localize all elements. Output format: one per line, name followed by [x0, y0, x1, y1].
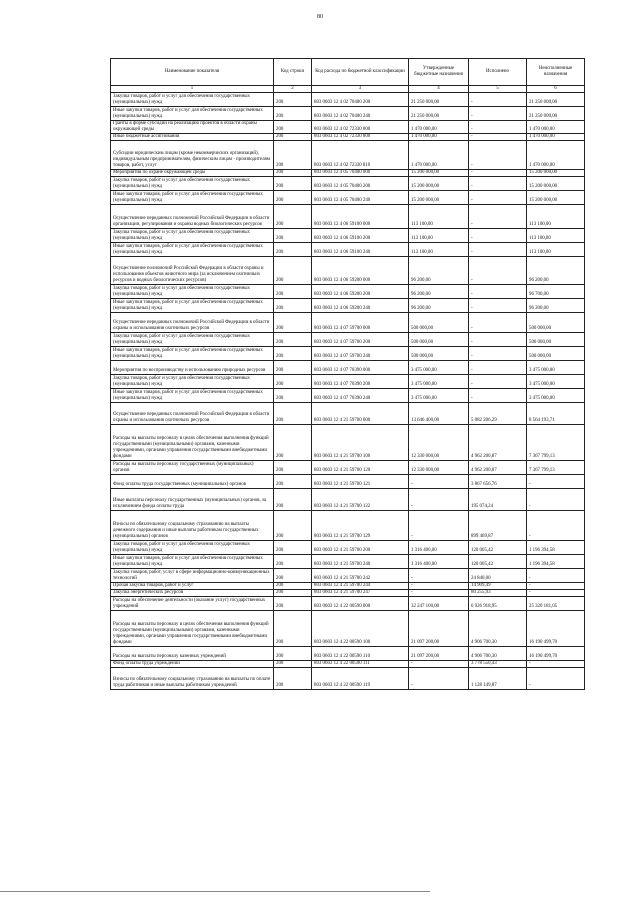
- remaining-cell: 3 475 000,00: [527, 374, 585, 388]
- remaining-cell: 7 367 799,13: [527, 424, 585, 460]
- remaining-cell: -: [527, 667, 585, 689]
- remaining-cell: 1 470 000,00: [527, 121, 585, 134]
- column-numbers-row: [111, 86, 585, 93]
- table-row: [111, 346, 585, 360]
- executed-cell: -: [469, 140, 527, 169]
- table-row: [111, 582, 585, 589]
- line-code-cell: 200: [274, 256, 312, 284]
- executed-cell: 5 082 206,29: [469, 402, 527, 424]
- table-row: [111, 93, 585, 107]
- approved-cell: -: [409, 510, 469, 540]
- budget-code-cell: 803 0603 12 4 21 59700 244: [312, 582, 409, 589]
- executed-cell: 120 005,42: [469, 554, 527, 568]
- indicator-name-cell: Прочая закупка товаров, работ и услуг: [111, 582, 274, 589]
- executed-cell: 899 469,87: [469, 510, 527, 540]
- indicator-name-cell: Фонд оплаты труда учреждений: [111, 660, 274, 667]
- table-row: [111, 360, 585, 374]
- budget-code-cell: 803 0603 12 4 22 00590 000: [312, 596, 409, 610]
- approved-cell: -: [409, 474, 469, 488]
- indicator-name-cell: Иные закупки товаров, работ и услуг для обеспечения государственных (муниципальных) нужд: [111, 298, 274, 312]
- executed-cell: 80 255,93: [469, 589, 527, 596]
- header-approved: Утвержденные бюджетные назначения: [409, 59, 469, 86]
- table-row: [111, 510, 585, 540]
- indicator-name-cell: Фонд оплаты труда государственных (муниципальных) органов: [111, 474, 274, 488]
- table-row: [111, 568, 585, 582]
- remaining-cell: -: [527, 510, 585, 540]
- remaining-cell: 500 000,00: [527, 332, 585, 346]
- remaining-cell: 96 200,00: [527, 256, 585, 284]
- budget-code-cell: 803 0603 12 4 07 59700 200: [312, 332, 409, 346]
- table-row: [111, 190, 585, 204]
- table-row: [111, 332, 585, 346]
- indicator-name-cell: Закупка товаров, работ, услуг в сфере информационно-коммуникационных технологий: [111, 568, 274, 582]
- line-code-cell: 200: [274, 667, 312, 689]
- table-row: [111, 204, 585, 228]
- budget-code-cell: 803 0603 12 4 22 00590 119: [312, 667, 409, 689]
- table-row: [111, 596, 585, 610]
- budget-code-cell: 803 0603 12 4 21 59700 200: [312, 540, 409, 554]
- line-code-cell: 200: [274, 589, 312, 596]
- budget-code-cell: 803 0603 12 4 21 59700 121: [312, 474, 409, 488]
- remaining-cell: 1 470 000,00: [527, 140, 585, 169]
- indicator-name-cell: Закупка товаров, работ и услуг для обеспечения государственных (муниципальных) нужд: [111, 540, 274, 554]
- approved-cell: 1 316 400,00: [409, 554, 469, 568]
- remaining-cell: 25 320 181,05: [527, 596, 585, 610]
- header-remaining: Неисполненные назначения: [527, 59, 585, 86]
- remaining-cell: -: [527, 488, 585, 510]
- remaining-cell: -: [527, 582, 585, 589]
- line-code-cell: 200: [274, 242, 312, 256]
- column-number: 4: [409, 86, 469, 93]
- line-code-cell: 200: [274, 298, 312, 312]
- indicator-name-cell: Взносы по обязательному социальному страхованию на выплаты по оплате труда работников и иные выплаты работникам учреждений: [111, 667, 274, 689]
- indicator-name-cell: Мероприятия по воспроизводству и использованию природных ресурсов: [111, 360, 274, 374]
- budget-code-cell: 803 0603 12 4 21 59700 120: [312, 460, 409, 474]
- line-code-cell: 200: [274, 176, 312, 190]
- approved-cell: 500 000,00: [409, 332, 469, 346]
- line-code-cell: 200: [274, 568, 312, 582]
- executed-cell: -: [469, 190, 527, 204]
- line-code-cell: 200: [274, 582, 312, 589]
- approved-cell: 32 247 100,00: [409, 596, 469, 610]
- budget-code-cell: 803 0603 12 4 22 00590 110: [312, 646, 409, 660]
- budget-code-cell: 803 0603 12 4 02 72330 810: [312, 140, 409, 169]
- indicator-name-cell: Иные закупки товаров, работ и услуг для обеспечения государственных (муниципальных) нужд: [111, 242, 274, 256]
- budget-code-cell: 803 0603 12 4 21 59700 100: [312, 424, 409, 460]
- indicator-name-cell: Расходы на обеспечение деятельности (оказание услуг) государственных учреждений: [111, 596, 274, 610]
- executed-cell: -: [469, 346, 527, 360]
- approved-cell: 12 330 000,00: [409, 460, 469, 474]
- approved-cell: 1 470 000,00: [409, 140, 469, 169]
- table-row: [111, 107, 585, 121]
- budget-code-cell: 803 0603 12 4 21 59700 242: [312, 568, 409, 582]
- budget-code-cell: 803 0603 12 4 06 59100 240: [312, 242, 409, 256]
- header-budget-code: Код расхода по бюджетной классификации: [312, 59, 409, 86]
- indicator-name-cell: Субсидии юридическим лицам (кроме некоммерческих организаций), индивидуальным предпринимателям, физическим лицам - производителям товаров, работ, услуг: [111, 140, 274, 169]
- executed-cell: -: [469, 312, 527, 332]
- line-code-cell: 200: [274, 133, 312, 140]
- approved-cell: -: [409, 667, 469, 689]
- indicator-name-cell: Закупка энергетических ресурсов: [111, 589, 274, 596]
- executed-cell: 4 906 700,30: [469, 646, 527, 660]
- table-row: [111, 488, 585, 510]
- approved-cell: 113 100,00: [409, 228, 469, 242]
- line-code-cell: 200: [274, 424, 312, 460]
- indicator-name-cell: Закупка товаров, работ и услуг для обеспечения государственных (муниципальных) нужд: [111, 332, 274, 346]
- remaining-cell: 7 367 799,13: [527, 460, 585, 474]
- approved-cell: 21 250 000,00: [409, 93, 469, 107]
- remaining-cell: 21 250 000,00: [527, 93, 585, 107]
- line-code-cell: 200: [274, 121, 312, 134]
- remaining-cell: 1 470 000,00: [527, 133, 585, 140]
- executed-cell: 195 074,24: [469, 488, 527, 510]
- table-row: [111, 256, 585, 284]
- table-row: [111, 374, 585, 388]
- line-code-cell: 200: [274, 460, 312, 474]
- approved-cell: -: [409, 660, 469, 667]
- approved-cell: 21 097 200,00: [409, 610, 469, 646]
- table-row: [111, 610, 585, 646]
- line-code-cell: 200: [274, 388, 312, 402]
- indicator-name-cell: Осуществление полномочий Российской Федерации в области охраны и использования объектов животного мира (за исключением охотничьих ресурсов и водных биологических ресурсов): [111, 256, 274, 284]
- remaining-cell: 15 200 000,00: [527, 176, 585, 190]
- executed-cell: -: [469, 388, 527, 402]
- executed-cell: -: [469, 360, 527, 374]
- budget-code-cell: 803 0603 12 4 21 59700 000: [312, 402, 409, 424]
- line-code-cell: 200: [274, 169, 312, 176]
- budget-code-cell: 803 0603 12 4 02 72330 800: [312, 133, 409, 140]
- remaining-cell: -: [527, 568, 585, 582]
- indicator-name-cell: Иные бюджетные ассигнования: [111, 133, 274, 140]
- executed-cell: -: [469, 242, 527, 256]
- indicator-name-cell: Расходы на выплаты персоналу в целях обеспечения выполнения функций государственными (муниципальными) органами, казенными учреждениями, органами управления государственными внебюджетными фондами: [111, 610, 274, 646]
- executed-cell: -: [469, 93, 527, 107]
- line-code-cell: 200: [274, 346, 312, 360]
- line-code-cell: 200: [274, 228, 312, 242]
- budget-code-cell: 803 0603 12 4 02 70400 240: [312, 107, 409, 121]
- remaining-cell: 3 475 000,00: [527, 388, 585, 402]
- executed-cell: 24 840,00: [469, 568, 527, 582]
- approved-cell: 21 097 200,00: [409, 646, 469, 660]
- table-row: [111, 460, 585, 474]
- remaining-cell: 16 190 499,70: [527, 610, 585, 646]
- table-header-row: [111, 59, 585, 86]
- line-code-cell: 200: [274, 312, 312, 332]
- indicator-name-cell: Закупка товаров, работ и услуг для обеспечения государственных (муниципальных) нужд: [111, 93, 274, 107]
- page-number: 80: [317, 14, 323, 20]
- executed-cell: 120 005,42: [469, 540, 527, 554]
- executed-cell: 14 909,49: [469, 582, 527, 589]
- table-body: [111, 93, 585, 690]
- remaining-cell: -: [527, 589, 585, 596]
- approved-cell: 1 470 000,00: [409, 121, 469, 134]
- remaining-cell: 15 200 000,00: [527, 169, 585, 176]
- remaining-cell: 500 000,00: [527, 312, 585, 332]
- table-row: [111, 140, 585, 169]
- line-code-cell: 200: [274, 402, 312, 424]
- budget-code-cell: 803 0603 12 4 06 59200 200: [312, 284, 409, 298]
- line-code-cell: 200: [274, 284, 312, 298]
- table-row: [111, 228, 585, 242]
- remaining-cell: 113 100,00: [527, 228, 585, 242]
- line-code-cell: 200: [274, 374, 312, 388]
- approved-cell: -: [409, 589, 469, 596]
- budget-code-cell: 803 0603 12 4 07 70390 000: [312, 360, 409, 374]
- header-indicator-name: Наименование показателя: [111, 59, 274, 86]
- table-row: [111, 646, 585, 660]
- approved-cell: 12 330 000,00: [409, 424, 469, 460]
- executed-cell: -: [469, 176, 527, 190]
- executed-cell: -: [469, 228, 527, 242]
- approved-cell: 13 646 400,00: [409, 402, 469, 424]
- budget-code-cell: 803 0603 12 4 07 70390 240: [312, 388, 409, 402]
- table-row: [111, 284, 585, 298]
- budget-code-cell: 803 0603 12 4 06 59100 200: [312, 228, 409, 242]
- executed-cell: -: [469, 298, 527, 312]
- indicator-name-cell: Расходы на выплаты персоналу государственных (муниципальных) органов: [111, 460, 274, 474]
- budget-code-cell: 803 0603 12 4 21 59700 247: [312, 589, 409, 596]
- approved-cell: 96 200,00: [409, 298, 469, 312]
- indicator-name-cell: Взносы по обязательному социальному страхованию на выплаты денежного содержания и иные выплаты работникам государственных (муниципальных) органов: [111, 510, 274, 540]
- indicator-name-cell: Иные закупки товаров, работ и услуг для обеспечения государственных (муниципальных) нужд: [111, 388, 274, 402]
- table-row: [111, 121, 585, 134]
- executed-cell: 4 962 200,87: [469, 424, 527, 460]
- remaining-cell: 1 196 394,58: [527, 554, 585, 568]
- indicator-name-cell: Гранты в форме субсидий на реализацию проектов в области охраны окружающей среды: [111, 121, 274, 134]
- budget-code-cell: 803 0603 12 4 22 00590 111: [312, 660, 409, 667]
- indicator-name-cell: Закупка товаров, работ и услуг для обеспечения государственных (муниципальных) нужд: [111, 374, 274, 388]
- line-code-cell: 200: [274, 474, 312, 488]
- approved-cell: 96 200,00: [409, 256, 469, 284]
- column-number: 6: [527, 86, 585, 93]
- indicator-name-cell: Иные выплаты персоналу государственных (муниципальных) органов, за исключением фонда оплаты труда: [111, 488, 274, 510]
- indicator-name-cell: Осуществление переданных полномочий Российской Федерации в области организации, регулирования и охраны водных биологических ресурсов: [111, 204, 274, 228]
- line-code-cell: 200: [274, 204, 312, 228]
- indicator-name-cell: Иные закупки товаров, работ и услуг для обеспечения государственных (муниципальных) нужд: [111, 107, 274, 121]
- remaining-cell: 21 250 000,00: [527, 107, 585, 121]
- column-number: 2: [274, 86, 312, 93]
- remaining-cell: 1 196 394,58: [527, 540, 585, 554]
- executed-cell: 6 926 918,95: [469, 596, 527, 610]
- indicator-name-cell: Закупка товаров, работ и услуг для обеспечения государственных (муниципальных) нужд: [111, 284, 274, 298]
- executed-cell: -: [469, 256, 527, 284]
- table-row: [111, 242, 585, 256]
- remaining-cell: -: [527, 474, 585, 488]
- approved-cell: -: [409, 568, 469, 582]
- approved-cell: 500 000,00: [409, 346, 469, 360]
- approved-cell: 3 475 000,00: [409, 388, 469, 402]
- table-row: [111, 388, 585, 402]
- budget-code-cell: 803 0603 12 4 21 59700 129: [312, 510, 409, 540]
- executed-cell: 4 962 200,87: [469, 460, 527, 474]
- table-row: [111, 402, 585, 424]
- budget-code-cell: 803 0603 12 4 05 70400 240: [312, 190, 409, 204]
- budget-code-cell: 803 0603 12 4 07 59700 000: [312, 312, 409, 332]
- remaining-cell: 96 200,00: [527, 298, 585, 312]
- executed-cell: 3 778 550,43: [469, 660, 527, 667]
- remaining-cell: 15 200 000,00: [527, 190, 585, 204]
- table-row: [111, 312, 585, 332]
- approved-cell: 3 475 000,00: [409, 374, 469, 388]
- executed-cell: 3 867 656,76: [469, 474, 527, 488]
- line-code-cell: 200: [274, 93, 312, 107]
- approved-cell: 113 100,00: [409, 204, 469, 228]
- table-row: [111, 424, 585, 460]
- table-row: [111, 133, 585, 140]
- budget-code-cell: 803 0603 12 4 21 59700 122: [312, 488, 409, 510]
- table-row: [111, 298, 585, 312]
- budget-code-cell: 803 0603 12 4 02 72330 000: [312, 121, 409, 134]
- approved-cell: 15 200 000,00: [409, 190, 469, 204]
- line-code-cell: 200: [274, 610, 312, 646]
- line-code-cell: 200: [274, 596, 312, 610]
- remaining-cell: 113 100,00: [527, 204, 585, 228]
- indicator-name-cell: Иные закупки товаров, работ и услуг для обеспечения государственных (муниципальных) нужд: [111, 346, 274, 360]
- remaining-cell: 500 000,00: [527, 346, 585, 360]
- approved-cell: 1 470 000,00: [409, 133, 469, 140]
- approved-cell: 500 000,00: [409, 312, 469, 332]
- table-row: [111, 540, 585, 554]
- indicator-name-cell: Расходы на выплаты персоналу в целях обеспечения выполнения функций государственными (муниципальными) органами, казенными учреждениями, органами управления государственными внебюджетными фондами: [111, 424, 274, 460]
- remaining-cell: 16 190 499,70: [527, 646, 585, 660]
- executed-cell: 4 906 700,30: [469, 610, 527, 646]
- approved-cell: 3 475 000,00: [409, 360, 469, 374]
- remaining-cell: -: [527, 660, 585, 667]
- line-code-cell: 200: [274, 488, 312, 510]
- budget-code-cell: 803 0603 12 4 06 59200 000: [312, 256, 409, 284]
- table-row: [111, 169, 585, 176]
- header-executed: Исполнено: [469, 59, 527, 86]
- approved-cell: -: [409, 582, 469, 589]
- budget-code-cell: 803 0603 12 4 05 70400 200: [312, 176, 409, 190]
- approved-cell: 15 200 000,00: [409, 169, 469, 176]
- budget-code-cell: 803 0603 12 4 05 70400 000: [312, 169, 409, 176]
- table-row: [111, 667, 585, 689]
- budget-execution-table: [110, 58, 585, 690]
- line-code-cell: 200: [274, 360, 312, 374]
- budget-code-cell: 803 0603 12 4 07 70390 200: [312, 374, 409, 388]
- table-row: [111, 660, 585, 667]
- indicator-name-cell: Закупка товаров, работ и услуг для обеспечения государственных (муниципальных) нужд: [111, 228, 274, 242]
- column-number: 3: [312, 86, 409, 93]
- indicator-name-cell: Осуществление переданных полномочий Российской Федерации в области охраны и использования охотничьих ресурсов: [111, 312, 274, 332]
- line-code-cell: 200: [274, 646, 312, 660]
- approved-cell: 21 250 000,00: [409, 107, 469, 121]
- remaining-cell: 113 100,00: [527, 242, 585, 256]
- executed-cell: -: [469, 133, 527, 140]
- executed-cell: -: [469, 121, 527, 134]
- executed-cell: -: [469, 284, 527, 298]
- line-code-cell: 200: [274, 190, 312, 204]
- budget-code-cell: 803 0603 12 4 07 59700 240: [312, 346, 409, 360]
- indicator-name-cell: Иные закупки товаров, работ и услуг для обеспечения государственных (муниципальных) нужд: [111, 554, 274, 568]
- indicator-name-cell: Закупка товаров, работ и услуг для обеспечения государственных (муниципальных) нужд: [111, 176, 274, 190]
- executed-cell: -: [469, 107, 527, 121]
- approved-cell: 1 316 400,00: [409, 540, 469, 554]
- indicator-name-cell: Осуществление переданных полномочий Российской Федерации в области охраны и использования охотничьих ресурсов: [111, 402, 274, 424]
- column-number: 1: [111, 86, 274, 93]
- remaining-cell: 8 564 193,71: [527, 402, 585, 424]
- table-row: [111, 589, 585, 596]
- line-code-cell: 200: [274, 660, 312, 667]
- executed-cell: -: [469, 374, 527, 388]
- approved-cell: 15 200 000,00: [409, 176, 469, 190]
- executed-cell: -: [469, 204, 527, 228]
- table-row: [111, 176, 585, 190]
- budget-code-cell: 803 0603 12 4 21 59700 240: [312, 554, 409, 568]
- table-row: [111, 554, 585, 568]
- approved-cell: -: [409, 488, 469, 510]
- line-code-cell: 200: [274, 510, 312, 540]
- remaining-cell: 96 700,00: [527, 284, 585, 298]
- approved-cell: 113 100,00: [409, 242, 469, 256]
- executed-cell: -: [469, 332, 527, 346]
- approved-cell: 96 200,00: [409, 284, 469, 298]
- remaining-cell: 3 475 000,00: [527, 360, 585, 374]
- line-code-cell: 200: [274, 540, 312, 554]
- line-code-cell: 200: [274, 332, 312, 346]
- budget-code-cell: 803 0603 12 4 06 59200 240: [312, 298, 409, 312]
- table-row: [111, 474, 585, 488]
- line-code-cell: 200: [274, 140, 312, 169]
- budget-code-cell: 803 0603 12 4 22 00590 100: [312, 610, 409, 646]
- line-code-cell: 200: [274, 554, 312, 568]
- budget-code-cell: 803 0603 12 4 02 70400 200: [312, 93, 409, 107]
- executed-cell: 1 128 149,87: [469, 667, 527, 689]
- line-code-cell: 200: [274, 107, 312, 121]
- executed-cell: -: [469, 169, 527, 176]
- bottom-rule: [0, 891, 430, 892]
- indicator-name-cell: Расходы на выплаты персоналу казенных учреждений: [111, 646, 274, 660]
- indicator-name-cell: Иные закупки товаров, работ и услуг для обеспечения государственных (муниципальных) нужд: [111, 190, 274, 204]
- header-line-code: Код строки: [274, 59, 312, 86]
- column-number: 5: [469, 86, 527, 93]
- indicator-name-cell: Мероприятия по охране окружающей среды: [111, 169, 274, 176]
- budget-code-cell: 803 0603 12 4 06 59100 000: [312, 204, 409, 228]
